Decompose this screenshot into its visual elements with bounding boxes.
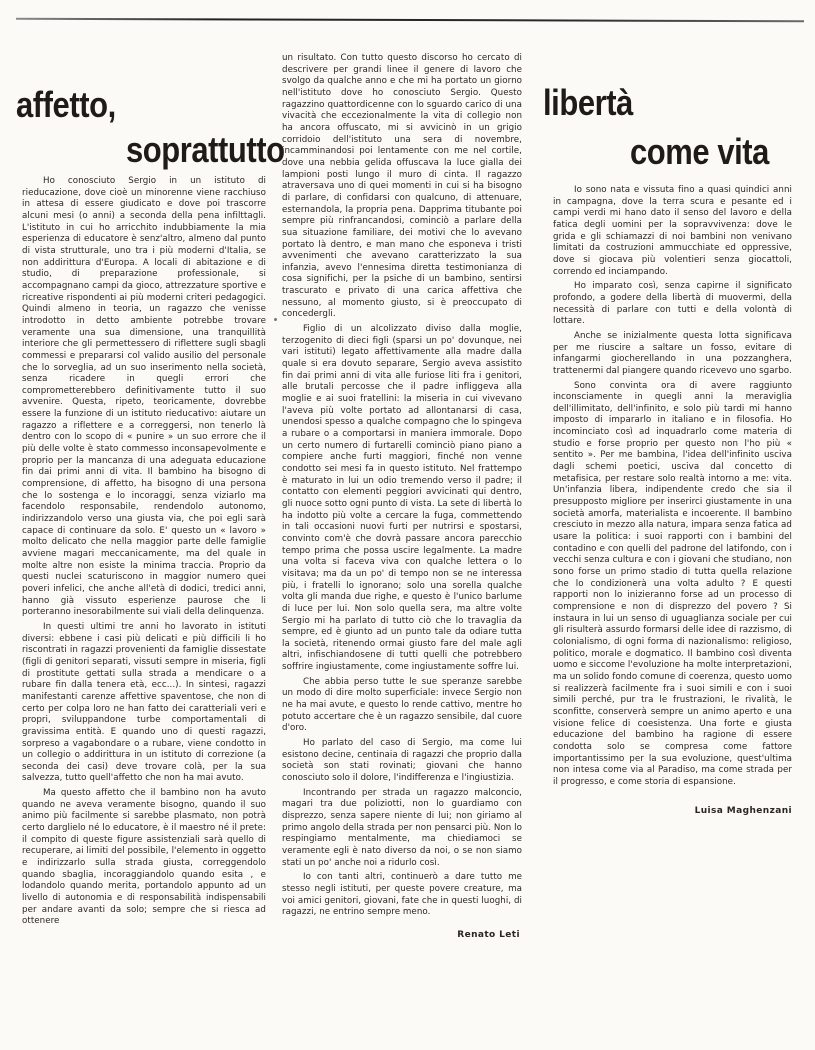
right-paragraph: Sono convinta ora di avere raggiunto inconsciamente in quegli anni la meraviglia dell'illimitato, dell'infinito, e solo più tardi mi hanno imposto di impararlo in italiano e in filosofia. Ho incominciato così ad inquadrarlo come materia di studio e forse proprio per questo non l'ho più « sentito ». Per me bambina, l'idea dell'infinito usciva dagli schemi poetici, usciva dal concetto di metafisica, per restare solo realtà intorno a me: vita. Un'infanzia libera, indipendente credo che sia il presupposto migliore per inserirci giustamente in una società amorfa, materialista e incoerente. Il bambino cresciuto in mezzo alla natura, impara senza fatica ad usare la politica: i suoi rapporti con i bambini del contadino e con quelli del padrone del latifondo, con i vecchi senza cultura e con i giovani che studiano, non sono forse un primo stadio di tutta quella relazione che lo condizionerà una volta adulto ? E questi rapporti non lo inizieranno forse ad un processo di comprensione e non di disprezzo del povero ? Si instaura in lui un senso di uguaglianza sociale per cui gli risulterà assurdo formarsi delle idee di razzismo, di colonialismo, di ogni forma di nazionalismo: religioso, politico, morale e dogmatico. Il bambino così diventa uomo e siccome l'evoluzione ha molte interpretazioni, ma un solido fondo comune di coerenza, questo uomo si realizzerà facilmente fra i suoi simili e con i suoi simili perché, pur tra le frustrazioni, le rivalità, le sconfitte, conserverà sempre un animo aperto e una visione felice di coesistenza. Una forte e giusta educazione del bambino ha ragione di essere condotta solo se compresa come fattore importantissimo per la sua evoluzione, quest'ultima non intesa come via al Paradiso, ma come strada per il progresso, e come storia di espansione. (553, 380, 792, 787)
headline-left-line1: affetto, (16, 84, 116, 125)
headline-right-line1: libertà (543, 82, 633, 123)
author-signature-right-article: Luisa Maghenzani (694, 806, 792, 817)
right-paragraph: Anche se inizialmente questa lotta significava per me riuscire a saltare un fosso, evitare di infangarmi giocherellando in una pozzanghera, trattenermi dal piangere quando ricevevo uno sgarbo. (553, 330, 792, 376)
top-rule-divider (16, 18, 804, 22)
headline-right-line2: come vita (630, 131, 769, 172)
headline-left-line2: soprattutto (126, 129, 285, 170)
middle-paragraph: Io con tanti altri, continuerò a dare tutto me stesso negli istituti, per queste povere creature, ma voi amici genitori, giovani, fate che in questi luoghi, di ragazzi, ne entrino sempre meno. (282, 872, 522, 918)
middle-paragraph: un risultato. Con tutto questo discorso ho cercato di descrivere per grandi linee il genere di lavoro che svolgo da qualche anno e che mi ha portato un giorno nell'istituto dove ho conosciuto Sergio. Questo ragazzino quattordicenne con lo sguardo carico di una vivacità che eccezionalmente la vita di collegio non ha ancora offuscato, mi si avvicinò in un grigio corridoio dell'istituto una sera di novembre, incamminandosi poi lentamente con me nel cortile, dove una nebbia gelida offuscava la luce gialla dei lampioni posti lungo il muro di cinta. Il ragazzo atraversava uno di quei momenti in cui si ha bisogno di parlare, di confidarsi con qualcuno, di attenuare, esternandola, la propria pena. Dapprima titubante poi sempre più rinfrancandosi, cominciò a parlare della sua situazione familiare, dei motivi che lo avevano portato là dentro, e man mano che esponeva i tristi avvenimenti che avevano caratterizzato la sua infanzia, avevo l'ennesima diretta testimonianza di cosa significhi, per la psiche di un bambino, sentirsi trascurato e privato di una carica affettiva che nessuno, al momento giusto, si è preoccupato di concedergli. (282, 53, 522, 320)
left-paragraph: In questi ultimi tre anni ho lavorato in istituti diversi: ebbene i casi più delicati e più difficili li ho riscontrati in ragazzi provenienti da famiglie dissestate (figli di genitori separati, vissuti sempre in miseria, figli di prostitute gettati sulla strada a mendicare o a rubare fin dalla tenera età, ecc...). In sintesi, ragazzi manifestanti carenze affettive spaventose, che non di certo per colpa loro ne han fatto dei caratteriali veri e propri, sviluppandone turbe comportamentali di gravissima entità. E quando uno di questi ragazzi, sorpreso a vagabondare o a rubare, viene condotto in un collegio o addirittura in un istituto di correzione (a seconda dei casi) deve trovare colà, per la sua salvezza, tutto quell'affetto che non ha mai avuto. (22, 621, 266, 784)
right-paragraph: Ho imparato così, senza capirne il significato profondo, a godere della libertà di muovermi, della necessità di parlare con tutti e della volontà di lottare. (553, 281, 792, 327)
left-paragraph: Ho conosciuto Sergio in un istituto di rieducazione, dove cioè un minorenne viene racchiuso in attesa di essere giudicato e dove poi trascorre alcuni mesi (o anni) a seconda della pena infilttagli. L'istituto in cui ho arricchito indubbiamente la mia esperienza di educatore è senz'altro, almeno dal punto di vista strutturale, uno tra i più moderni d'Italia, se non addirittura d'Europa. A locali di abitazione e di studio, di preparazione professionale, si accompagnano campi da gioco, attrezzature sportive e ricreative rispondenti ai più moderni criteri pedagogici. Quindi almeno in teoria, un ragazzo che venisse introdotto in detto ambiente potrebbe trovare veramente una sua dimensione, una tranquillità interiore che gli permettessero di riflettere sugli sbagli commessi e prepararsi col valido ausilio del personale che lo sorveglia, ad un suo inserimento nella società, senza ricadere in quegli errori che comprometterebbero definitivamente tutto il suo avvenire. Questa, ripeto, teoricamente, dovrebbe essere la funzione di un istituto rieducativo: aiutare un ragazzo a riflettere e a correggersi, non tenerlo là dentro con lo scopo di « punire » un suo errore che il più delle volte è stato commesso inconsapevolmente e proprio per la mancanza di una adeguata educazione fin dai primi anni di vita. Il bambino ha bisogno di comprensione, di affetto, ha bisogno di una persona che lo sostenga e lo incoraggi, senza viziarlo ma facendolo responsabile, rendendolo autonomo, indirizzandolo verso una giusta via, che poi egli sarà capace di continuare da solo. E' questo un « lavoro » molto delicato che nella maggior parte delle famiglie avviene magari meccanicamente, ma del quale in molte altre non esiste la minima traccia. Proprio da questi nuclei scaturiscono in maggior numero quei poveri infelici, che anche all'età di dodici, tredici anni, hanno già vissuto esperienze paurose che li porteranno inesorabilmente sui viali della delinquenza. (22, 176, 266, 618)
author-signature-left-article: Renato Leti (457, 929, 520, 940)
middle-paragraph: Incontrando per strada un ragazzo malconcio, magari tra due poliziotti, non lo guardiamo con disprezzo, senza sapere niente di lui; non giriamo al primo angolo della strada per non pensarci più. Non lo respingiamo mentalmente, ma chiediamoci se veramente egli è nato diverso da noi, o se non siamo stati un po' anche noi a ridurlo così. (282, 787, 522, 868)
middle-article-column (282, 53, 522, 942)
middle-paragraph: Che abbia perso tutte le sue speranze sarebbe un modo di dire molto superficiale: invece Sergio non ne ha mai avute, e questo lo rende cattivo, mentre ho potuto accertare che è un ragazzo sensibile, dal cuore d'oro. (282, 676, 522, 734)
left-paragraph: Ma questo affetto che il bambino non ha avuto quando ne aveva veramente bisogno, quando il suo animo più facilmente si sarebbe plasmato, non potrà certo darglielo né lo educatore, è il maestro né il prete: il compito di queste figure assistenziali sarà quello di recuperare, ai limiti del possibile, l'elemento in oggetto e indirizzarlo sulla strada giusta, correggendolo quando sbaglia, incoraggiandolo quando esita , e lodandolo quando merita, portandolo appunto ad un livello di autonomia e di responsabilità indispensabili per andare avanti da solo; sempre che si riesca ad ottenere (22, 788, 266, 927)
middle-paragraph: Ho parlato del caso di Sergio, ma come lui esistono decine, centinaia di ragazzi che proprio dalla società son stati rovinati; giovani che hanno conosciuto solo il dolore, l'indifferenza e l'ingiustizia. (282, 738, 522, 784)
left-article-column (22, 176, 266, 931)
right-paragraph: Io sono nata e vissuta fino a quasi quindici anni in campagna, dove la terra scura e pesante ed i campi verdi mi hano dato il senso del lavoro e della fatica degli uomini per la sopravvivenza: dove le grida e gli schiamazzi di noi bambini non venivano limitati da costruzioni ammucchiate ed oppressive, dove si giocava più volentieri senza giocattoli, correndo ed inciampando. (553, 185, 792, 277)
right-article-column (553, 185, 792, 818)
print-speck (274, 318, 277, 321)
middle-paragraph: Figlio di un alcolizzato diviso dalla moglie, terzogenito di dieci figli (sparsi un po' dovunque, nei vari istituti) legato affettivamente alla madre dalla quale si era dovuto separare, Sergio aveva assistito fin dai primi anni di vita alle furiose liti fra i genitori, alle brutali percosse che il padre infliggeva alla moglie e ai suoi fratellini: la miseria in cui vivevano l'aveva più volte portato ad allontanarsi di casa, unendosi spesso a qualche compagno che lo spingeva a rubare o a comportarsi in maniera immorale. Dopo un certo numero di furtarelli cominciò piano piano a compiere anche furti maggiori, finché non venne condotto sei mesi fa in questo istituto. Nel frattempo è maturato in lui un odio tremendo verso il padre; il contatto con elementi peggiori avvicinati qui dentro, gli nuoce sotto ogni punto di vista. La sete di libertà lo ha indotto più volte a cercare la fuga, commettendo in tali occasioni nuovi furti per nutrirsi e spostarsi, convinto com'è che dovrà passare ancora parecchio tempo prima che possa uscire legalmente. La madre una volta si faceva viva con qualche lettera o lo visitava; ma da un po' di tempo non se ne interessa più, i fratelli lo ignorano; solo una sorella qualche volta gli manda due righe, e questo è l'unico barlume di luce per lui. Non solo quella sera, ma altre volte Sergio mi ha parlato di tutto ciò che lo travaglia da sempre, ed è giunto ad un punto tale da odiare tutta la società, ritenendo ormai giusto fare del male agli altri, infischiandosene di tutti quelli che potrebbero soffrire ingiustamente, come ingiustamente soffre lui. (282, 324, 522, 673)
